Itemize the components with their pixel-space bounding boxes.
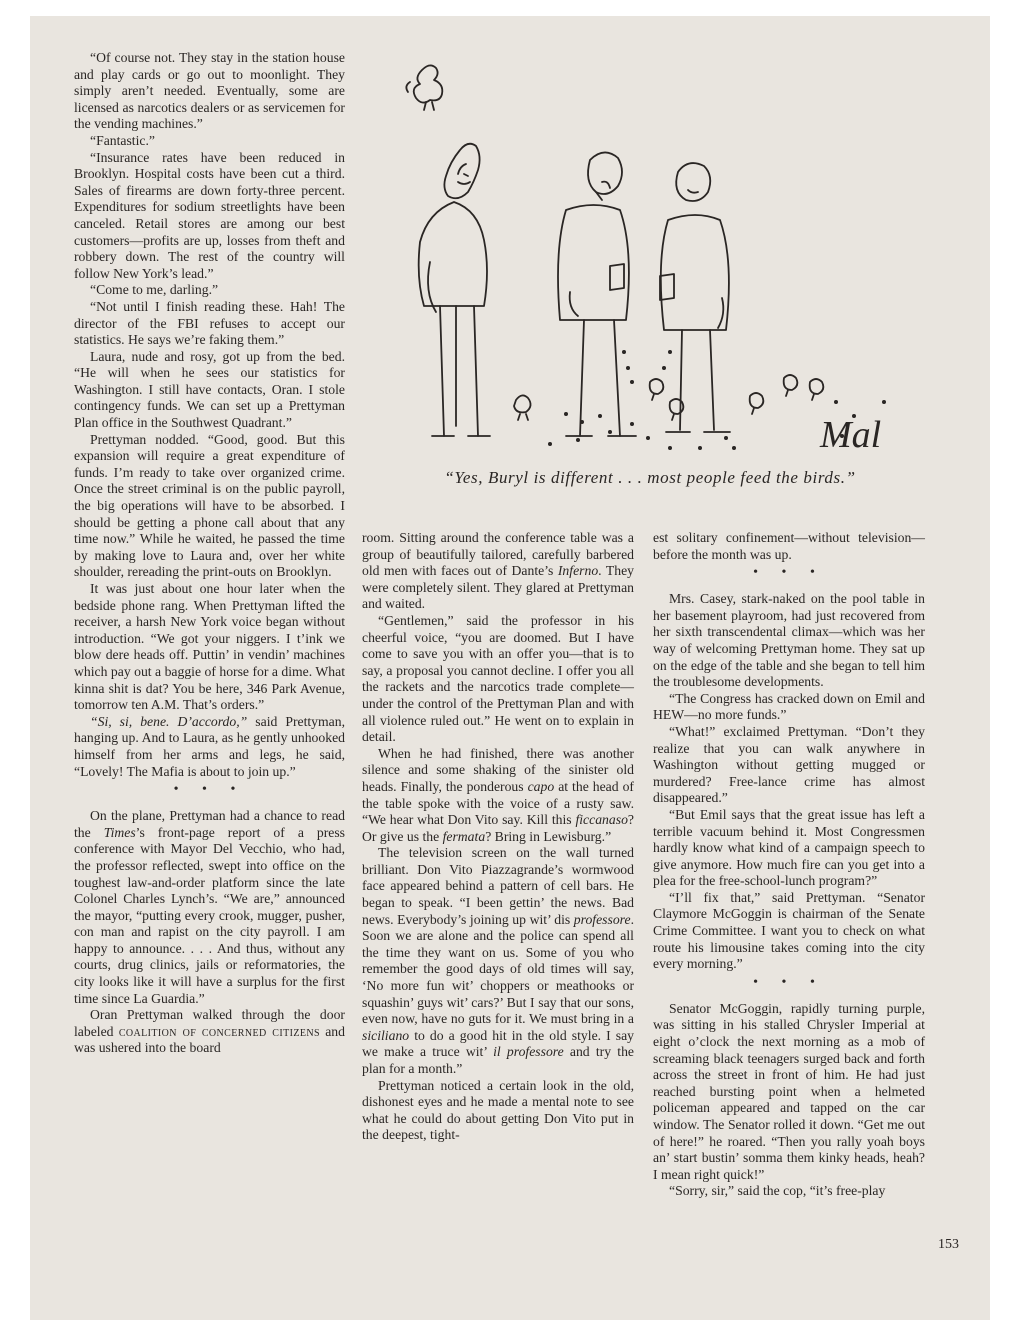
- paragraph: “The Congress has cracked down on Emil and HEW—no more funds.”: [653, 690, 925, 723]
- paragraph: “But Emil says that the great issue has left a terrible vacuum behind it. Most Congressmen hardly know what kind of a campaign speech to give anymore. How much fire can you get into a plea for the free-school-lunch program?”: [653, 806, 925, 889]
- paragraph: It was just about one hour later when the bedside phone rang. When Prettyman lifted the receiver, a harsh New York voice began without introduction. “We got your niggers. I t’ink we blow dere heads off. Puttin’ in vendin’ machines which pay out a baggie of horse for a dime. What kinna shit is dat? You be here, 346 Park Avenue, tomorrow ten A.M. That’s orders.”: [74, 581, 345, 713]
- text-run: ? Bring in Lewisburg.”: [485, 828, 612, 844]
- section-separator: • • •: [753, 565, 825, 581]
- italic-phrase: siciliano: [362, 1027, 410, 1043]
- paragraph: “Fantastic.”: [90, 132, 155, 148]
- italic-phrase: ficcanaso: [575, 812, 628, 828]
- chick-icons: [514, 375, 823, 420]
- paragraph: [74, 714, 345, 780]
- text-run: to do a good hit in the old style. I say we make a truce wit’: [362, 1027, 634, 1060]
- text-run: and was ushered into the board: [74, 1023, 345, 1056]
- page-number: 153: [938, 1237, 959, 1252]
- text-run: said Prettyman, hanging up. And to Laura, as he gently unhooked himself from her arms and legs, he said, “Lovely! The Mafia is about to join up.”: [74, 713, 346, 779]
- paragraph: [362, 845, 634, 1077]
- paragraph: “Gentlemen,” said the professor in his cheerful voice, “you are doomed. But I have come to save you with an offer you—that is to say, a proposal you cannot decline. I offer you all the rackets and the narcotics trade complete—under the control of the Prettyman Plan and with all violence ruled out.” He went on to explain in detail.: [362, 612, 634, 745]
- paragraph: Prettyman nodded. “Good, good. But this expansion will require a great expenditure of funds. I’m ready to take over organized crime. Once the street criminal is on the public payroll, the big operations will have to be absorbed. I should be getting a phone call about that any time now.” While he waited, he passed the time by making love to Laura and, over her white shoulder, rereading the print-outs on Brooklyn.: [74, 431, 345, 580]
- text-run: and try the plan for a month.”: [362, 1044, 634, 1076]
- italic-phrase: Times: [103, 824, 136, 840]
- text-run: ? Or give us the: [362, 812, 634, 844]
- italic-phrase: capo: [527, 778, 555, 794]
- paragraph: “Insurance rates have been reduced in Brooklyn. Hospital costs have been cut a third. Sales of firearms are down forty-three percent. Expenditures for sodium streetlights have been canceled. Retail stores are among our best customers—profits are up, losses from theft and robbery down. The rest of the country will follow New York’s lead.”: [74, 149, 345, 281]
- text-column-1: [74, 50, 345, 1057]
- paragraph: “Not until I finish reading these. Hah! The director of the FBI refuses to accept our statistics. He says we’re faking them.”: [74, 298, 345, 348]
- drink-glass: [610, 264, 624, 290]
- text-run: On the plane, Prettyman had a chance to read the: [74, 808, 345, 840]
- section-separator: • • •: [753, 974, 825, 990]
- paragraph: “Of course not. They stay in the station house and play cards or go out to moonlight. They simply aren’t needed. Eventually, some are licensed as narcotics dealers or as servicemen for the vending machines.”: [74, 50, 345, 132]
- door-sign-text: coalition of concerned citizens: [118, 1023, 320, 1039]
- italic-phrase: il professore: [493, 1044, 564, 1060]
- paragraph: Mrs. Casey, stark-naked on the pool table in her basement playroom, had just recovered from her sixth transcendental climax—which was her way of welcoming Prettyman home. They sat up on the edge of the table and she began to tell him the troublesome developments.: [653, 591, 925, 690]
- text-column-3: [653, 530, 925, 1200]
- paragraph: Senator McGoggin, rapidly turning purple, was sitting in his stalled Chrysler Imperial at eight o’clock the next morning as a mob of screaming black teenagers surged back and forth across the street in front of him. He had just reached bursting point when a helmeted policeman appeared and tapped on the car window. The Senator rolled it down. “Get me out of here!” he roared. “Then you rally yoah boys an’ start bustin’ somma them kinky heads, heah? I mean right quick!”: [653, 1000, 925, 1182]
- text-run: . Soon we are alone and the police can spend all the time they want on us. Some of you who remember the good days of old times will say, ‘No more fun wit’ choppers or meathooks or squashin’ guys wit’ cars?’ But I say that our sons, even now, have no guts for it. We must bring in a: [362, 911, 634, 1027]
- text-run: at the head of the table spoke with the voice of a rusty saw. “We hear what Don Vito say. Kill this: [362, 778, 634, 828]
- text-run: When he had finished, there was another silence and some shaking of the sinister old heads. Finally, the ponderous: [362, 745, 634, 794]
- man-with-drink-right-figure: [660, 163, 730, 432]
- man-looking-up-figure: [419, 144, 490, 436]
- italic-phrase: professore: [573, 911, 631, 927]
- paragraph: Laura, nude and rosy, got up from the bed. “He will when he sees our statistics for Washington. I still have contacts, Oran. I stole contingency funds. We can set up a Prettyman Plan office in the Southwest Quadrant.”: [74, 348, 345, 431]
- artist-signature: Mal: [820, 414, 882, 456]
- text-column-2: [362, 530, 634, 1144]
- section-separator: • • •: [173, 782, 246, 798]
- paragraph: [74, 1007, 345, 1057]
- paragraph: “What!” exclaimed Prettyman. “Don’t they realize that you can walk anywhere in Washington without getting mugged or murdered? Free-lance crime has almost disappeared.”: [653, 723, 925, 806]
- text-run: Oran Prettyman walked through the door labeled: [74, 1007, 345, 1039]
- paragraph: [74, 808, 345, 1007]
- text-run: . They were completely silent. They glared at Prettyman and waited.: [362, 563, 634, 612]
- text-run: The television screen on the wall turned brilliant. Don Vito Piazzagrande’s wormwood face appeared behind a pattern of cell bars. He began to speak. “I been gettin’ the news. Bad news. Everybody’s joining up wit’ dis: [362, 845, 634, 927]
- text-run: ’s front-page report of a press conference with Mayor Del Vecchio, who had, the professor reflected, swept into office on the toughest law-and-order platform since the late Colonel Charles Lynch’s. “We are,” announced the mayor, “putting every crook, mugger, pusher, con man and rapist on the city payroll. I am happy to announce. . . . And thus, without any courts, drug clinics, jails or reformatories, the city looks like it will have a surplus for the first time since La Guardia.”: [74, 824, 346, 1006]
- paragraph: “Sorry, sir,” said the cop, “it’s free-play: [669, 1183, 886, 1199]
- italic-phrase: “Si, si, bene. D’accordo,”: [90, 713, 248, 729]
- paragraph: [362, 746, 634, 846]
- italic-phrase: Inferno: [557, 563, 599, 579]
- cartoon-illustration: [370, 52, 930, 462]
- text-run: room. Sitting around the conference table was a group of beautifully tailored, carefully barbered old men with faces out of Dante’s: [362, 530, 634, 579]
- paragraph: est solitary confinement—without television—before the month was up.: [653, 530, 925, 562]
- paragraph: “Come to me, darling.”: [90, 282, 219, 298]
- paragraph: “I’ll fix that,” said Prettyman. “Senator Claymore McGoggin is chairman of the Senate Crime Committee. I want you to check on what route his limousine takes coming into the city every morning.”: [653, 889, 925, 972]
- flying-bird-icon: [406, 65, 442, 110]
- paragraph: Prettyman noticed a certain look in the old, dishonest eyes and he made a mental note to see what he could do about getting Don Vito put in the deepest, tight-: [362, 1077, 634, 1143]
- paragraph: [362, 530, 634, 613]
- man-with-drink-left-figure: [558, 152, 636, 436]
- italic-phrase: fermata: [442, 828, 486, 844]
- cartoon-caption: “Yes, Buryl is different . . . most people feed the birds.”: [444, 468, 856, 487]
